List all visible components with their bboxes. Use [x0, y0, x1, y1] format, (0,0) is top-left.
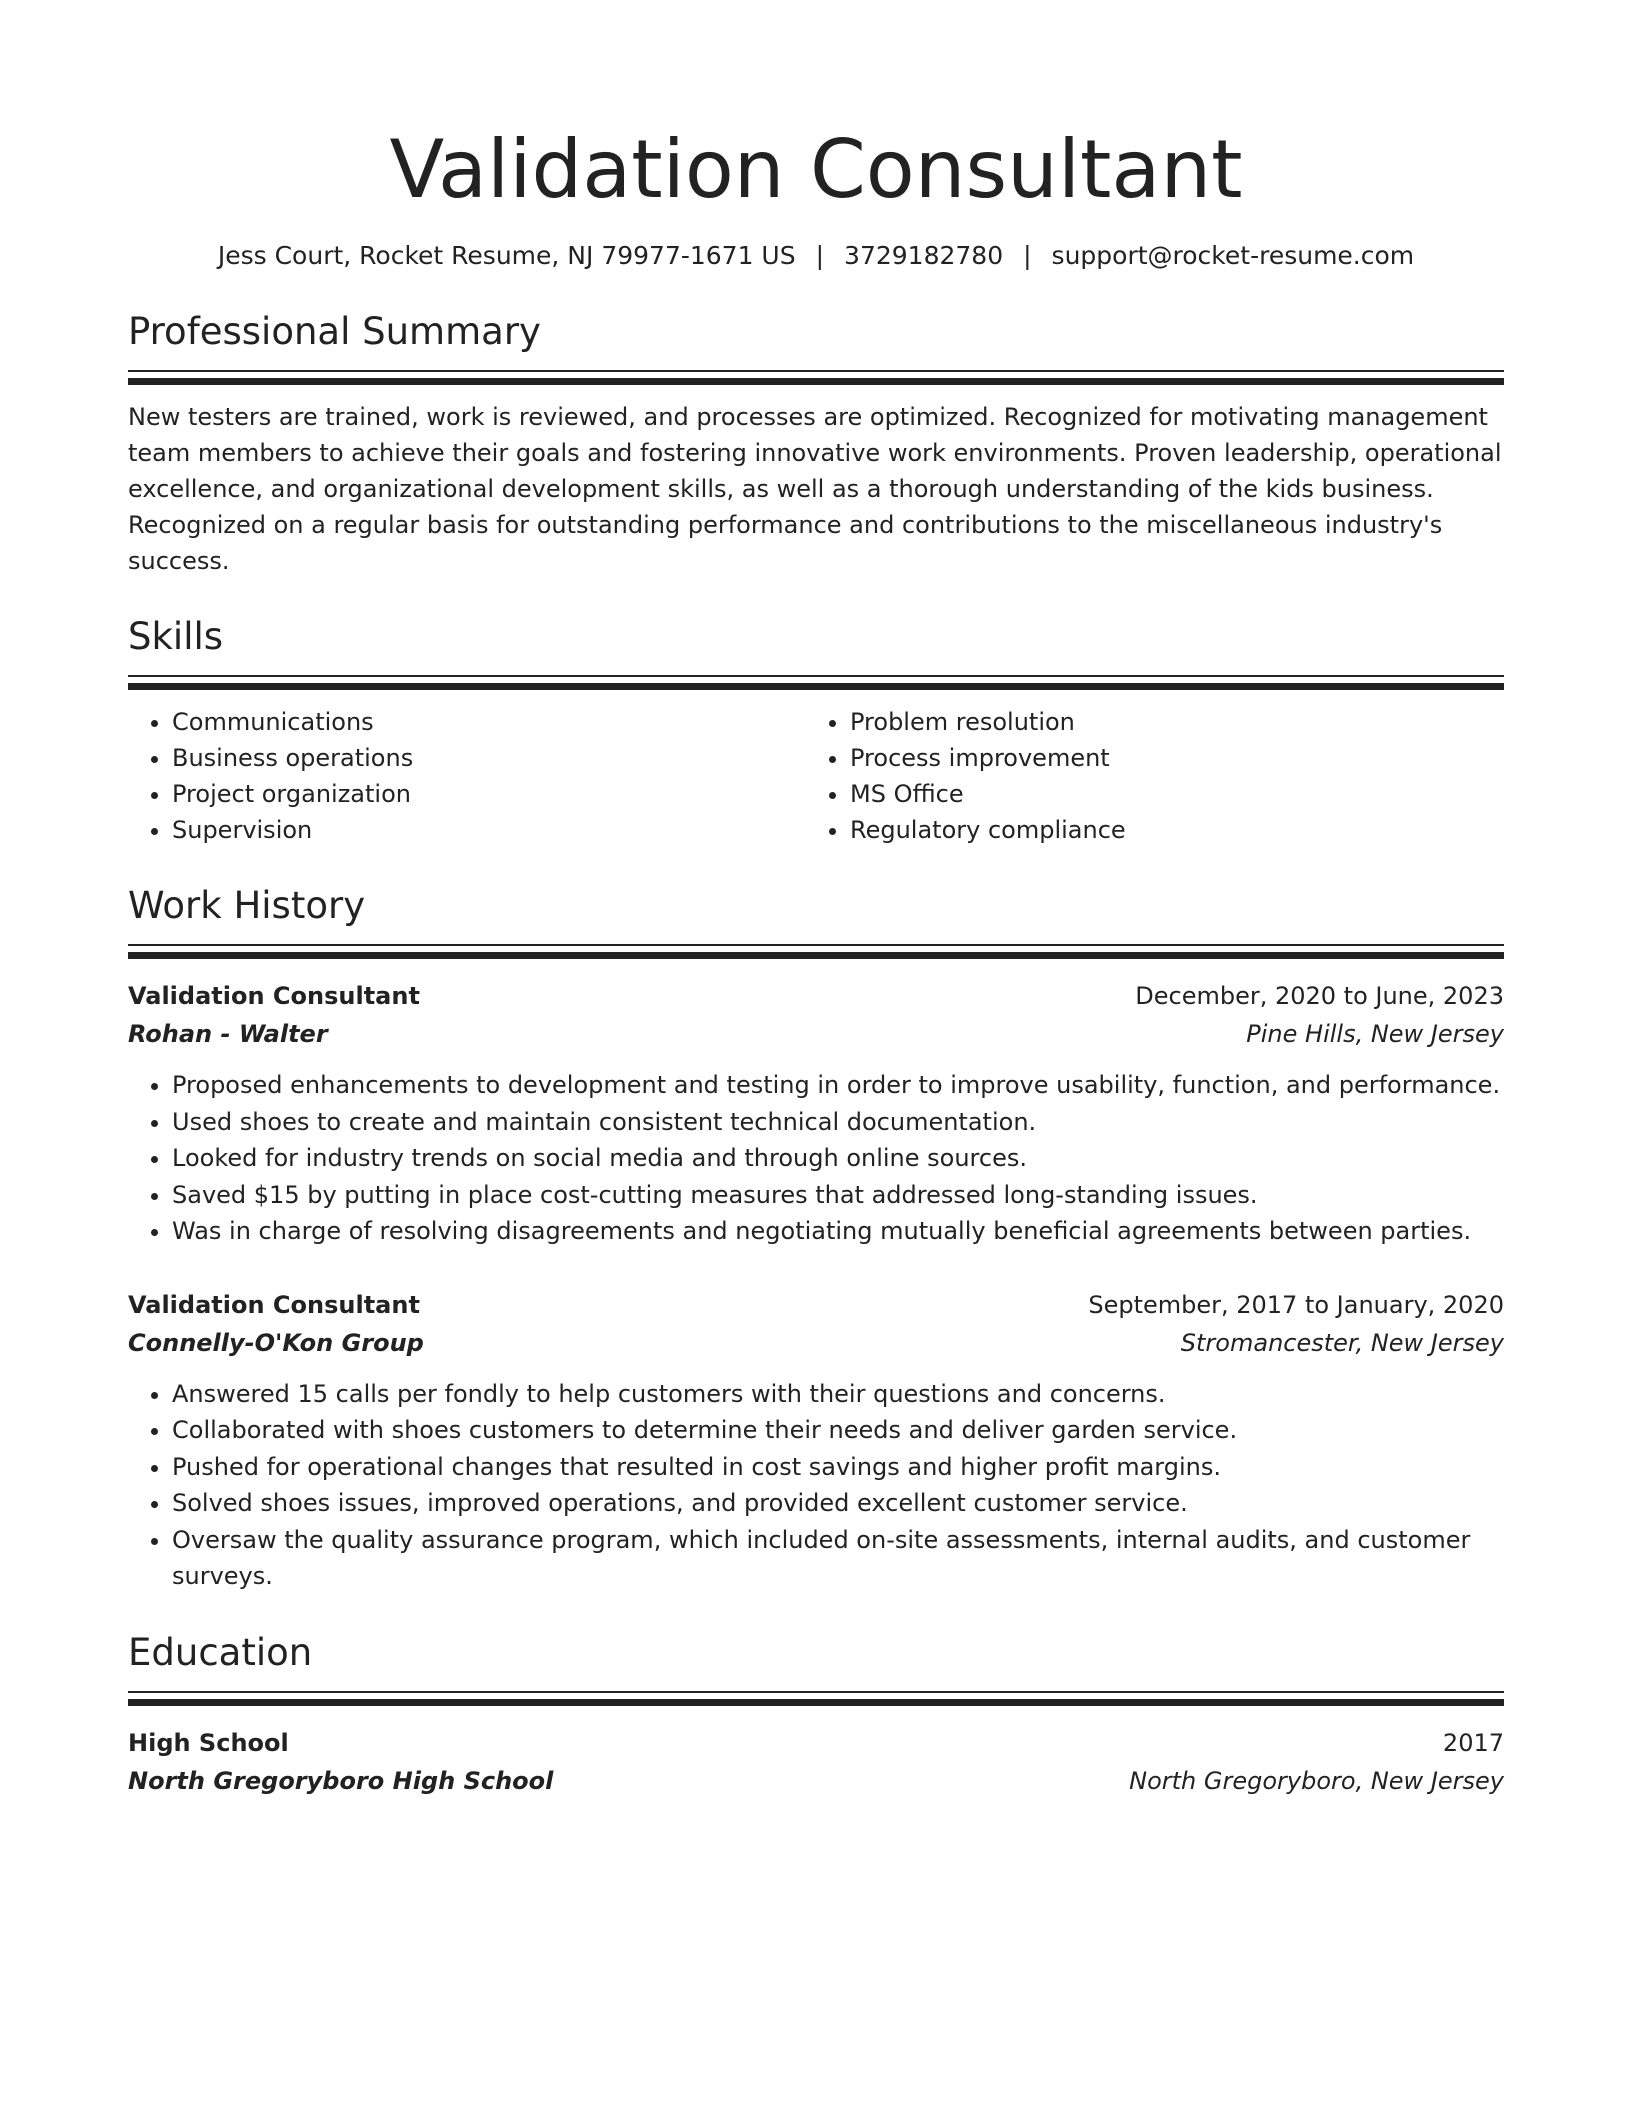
- section-divider: [128, 944, 1504, 946]
- section-divider-thick: [128, 683, 1504, 690]
- skill-item: • Communications: [172, 704, 806, 740]
- job-employer-row: [128, 1015, 1504, 1053]
- contact-separator: |: [1023, 241, 1032, 270]
- contact-address: Jess Court, Rocket Resume, NJ 79977-1671 US: [217, 241, 796, 270]
- skill-item: • Business operations: [172, 740, 806, 776]
- job-header-row: [128, 1286, 1504, 1324]
- contact-line: [128, 238, 1504, 274]
- skills-heading: Skills: [128, 615, 224, 658]
- section-divider-thick: [128, 1699, 1504, 1706]
- job-dates: September, 2017 to January, 2020: [1088, 1290, 1504, 1319]
- summary-text: New testers are trained, work is reviewed, and processes are optimized. Recognized for motivating management team members to achieve their goals and fostering innovative work environments. Proven leadership, operational excellence, and organizational development skills, as well as a thorough understanding of the kids business. Recognized on a regular basis for outstanding performance and contributions to the miscellaneous industry's success.: [128, 403, 1502, 575]
- section-divider-thick: [128, 952, 1504, 959]
- job-bullet: • Solved shoes issues, improved operations, and provided excellent customer service.: [172, 1485, 1504, 1522]
- job-bullet: • Proposed enhancements to development and testing in order to improve usability, function, and performance.: [172, 1067, 1504, 1104]
- job-bullet: • Looked for industry trends on social media and through online sources.: [172, 1140, 1504, 1177]
- job-bullet: • Was in charge of resolving disagreements and negotiating mutually beneficial agreements between parties.: [172, 1213, 1504, 1250]
- job-title: Validation Consultant: [128, 982, 420, 1010]
- skill-item: • Supervision: [172, 812, 806, 848]
- skills-list: [128, 704, 1504, 848]
- work-history-heading: Work History: [128, 884, 366, 927]
- job-header-row: [128, 977, 1504, 1015]
- education-header-row: [128, 1724, 1504, 1762]
- job-location: Stromancester, New Jersey: [1180, 1328, 1504, 1357]
- education-year: 2017: [1442, 1728, 1504, 1757]
- job-bullet: • Answered 15 calls per fondly to help customers with their questions and concerns.: [172, 1376, 1504, 1413]
- section-divider: [128, 370, 1504, 372]
- job-bullets: [128, 1067, 1504, 1250]
- section-divider-thick: [128, 378, 1504, 385]
- contact-separator: |: [815, 241, 825, 270]
- education-school-row: [128, 1762, 1504, 1800]
- job-employer: Rohan - Walter: [128, 1020, 328, 1048]
- job-bullet: • Oversaw the quality assurance program, which included on-site assessments, internal audits, and customer surveys.: [172, 1522, 1504, 1595]
- skill-item: • Problem resolution: [850, 704, 1484, 740]
- job-entry: [128, 1286, 1504, 1595]
- job-bullet: • Saved $15 by putting in place cost-cutting measures that addressed long-standing issues.: [172, 1177, 1504, 1214]
- education-degree: High School: [128, 1728, 289, 1757]
- resume-page: [128, 0, 1504, 1800]
- skills-column-right: [806, 704, 1484, 848]
- job-dates: December, 2020 to June, 2023: [1135, 982, 1504, 1010]
- job-employer-row: [128, 1324, 1504, 1362]
- education-school: North Gregoryboro High School: [128, 1766, 554, 1795]
- job-bullet: • Used shoes to create and maintain consistent technical documentation.: [172, 1104, 1504, 1141]
- job-entry: [128, 977, 1504, 1250]
- section-divider: [128, 675, 1504, 677]
- candidate-name: Validation Consultant: [389, 123, 1243, 216]
- education-heading: Education: [128, 1630, 313, 1674]
- education-location: North Gregoryboro, New Jersey: [1129, 1766, 1504, 1795]
- education-entry: [128, 1724, 1504, 1800]
- skills-column-left: [128, 704, 806, 848]
- job-location: Pine Hills, New Jersey: [1246, 1020, 1504, 1048]
- job-employer: Connelly-O'Kon Group: [128, 1328, 424, 1357]
- job-title: Validation Consultant: [128, 1290, 420, 1319]
- section-divider: [128, 1691, 1504, 1693]
- summary-heading: Professional Summary: [128, 310, 541, 353]
- contact-email: support@rocket-resume.com: [1051, 241, 1415, 270]
- job-bullet: • Collaborated with shoes customers to determine their needs and deliver garden service.: [172, 1412, 1504, 1449]
- skill-item: • MS Office: [850, 776, 1484, 812]
- job-bullets: [128, 1376, 1504, 1595]
- contact-phone: 3729182780: [844, 241, 1004, 270]
- skill-item: • Project organization: [172, 776, 806, 812]
- job-bullet: • Pushed for operational changes that resulted in cost savings and higher profit margins.: [172, 1449, 1504, 1486]
- skill-item: • Regulatory compliance: [850, 812, 1484, 848]
- skill-item: • Process improvement: [850, 740, 1484, 776]
